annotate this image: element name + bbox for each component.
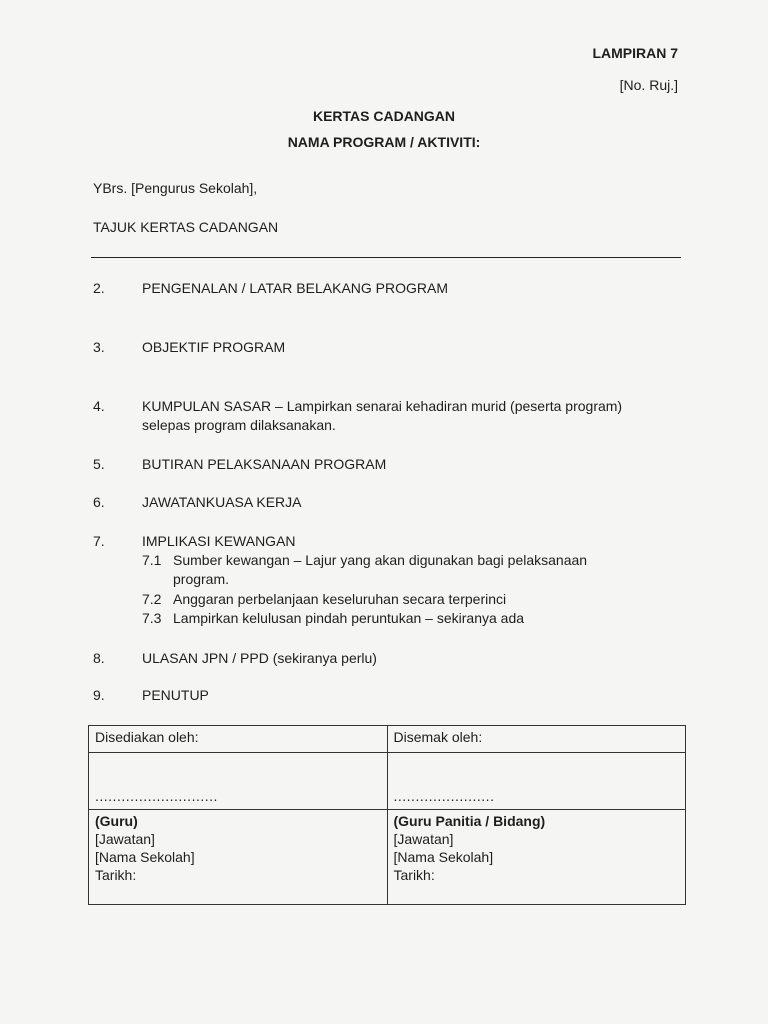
prepared-by-school: [Nama Sekolah] bbox=[95, 849, 195, 865]
section-number: 7. bbox=[93, 533, 105, 549]
subsection-number: 7.3 bbox=[142, 610, 162, 626]
subsection-number: 7.2 bbox=[142, 591, 162, 607]
section-heading: PENUTUP bbox=[142, 687, 209, 703]
reviewed-by-date: Tarikh: bbox=[393, 867, 435, 883]
signature-table bbox=[88, 725, 686, 905]
section-heading-continued: selepas program dilaksanakan. bbox=[142, 417, 336, 433]
reviewed-by-signature-line: ....................... bbox=[387, 753, 686, 810]
document-title: KERTAS CADANGAN bbox=[312, 108, 456, 124]
section-number: 9. bbox=[93, 687, 105, 703]
subsection-number: 7.1 bbox=[142, 552, 162, 568]
subsection-text: Lampirkan kelulusan pindah peruntukan – sekiranya ada bbox=[173, 610, 525, 626]
prepared-by-date: Tarikh: bbox=[95, 867, 137, 883]
prepared-by-heading: Disediakan oleh: bbox=[89, 726, 388, 753]
section-number: 6. bbox=[93, 494, 105, 510]
reviewed-by-role: (Guru Panitia / Bidang) bbox=[393, 813, 546, 829]
section-number: 2. bbox=[93, 280, 105, 296]
section-number: 5. bbox=[93, 456, 105, 472]
section-heading: KUMPULAN SASAR – Lampirkan senarai kehadiran murid (peserta program) bbox=[142, 398, 623, 414]
subsection-text: Anggaran perbelanjaan keseluruhan secara terperinci bbox=[173, 591, 507, 607]
reviewed-by-position: [Jawatan] bbox=[393, 831, 454, 847]
section-number: 4. bbox=[93, 398, 105, 414]
reference-number: [No. Ruj.] bbox=[619, 77, 678, 93]
reviewed-by-school: [Nama Sekolah] bbox=[393, 849, 494, 865]
salutation: YBrs. [Pengurus Sekolah], bbox=[93, 180, 258, 196]
section-heading: BUTIRAN PELAKSANAAN PROGRAM bbox=[142, 456, 387, 472]
prepared-by-position: [Jawatan] bbox=[95, 831, 155, 847]
prepared-by-role: (Guru) bbox=[95, 813, 138, 829]
prepared-by-signature-line: ............................ bbox=[89, 753, 388, 810]
reviewed-by-heading: Disemak oleh: bbox=[387, 726, 686, 753]
subject-underline bbox=[91, 257, 681, 258]
section-number: 3. bbox=[93, 339, 105, 355]
subject-heading: TAJUK KERTAS CADANGAN bbox=[93, 219, 279, 235]
section-heading: IMPLIKASI KEWANGAN bbox=[142, 533, 296, 549]
section-heading: JAWATANKUASA KERJA bbox=[142, 494, 302, 510]
reviewed-by-details bbox=[387, 810, 686, 905]
program-name-heading: NAMA PROGRAM / AKTIVITI: bbox=[287, 134, 481, 150]
section-heading: OBJEKTIF PROGRAM bbox=[142, 339, 286, 355]
section-number: 8. bbox=[93, 650, 105, 666]
subsection-text: Sumber kewangan – Lajur yang akan digunakan bagi pelaksanaan bbox=[173, 552, 588, 568]
subsection-text-continued: program. bbox=[173, 571, 230, 587]
prepared-by-details bbox=[89, 810, 388, 905]
section-heading: ULASAN JPN / PPD (sekiranya perlu) bbox=[142, 650, 377, 666]
lampiran-label: LAMPIRAN 7 bbox=[592, 45, 678, 61]
section-heading: PENGENALAN / LATAR BELAKANG PROGRAM bbox=[142, 280, 449, 296]
